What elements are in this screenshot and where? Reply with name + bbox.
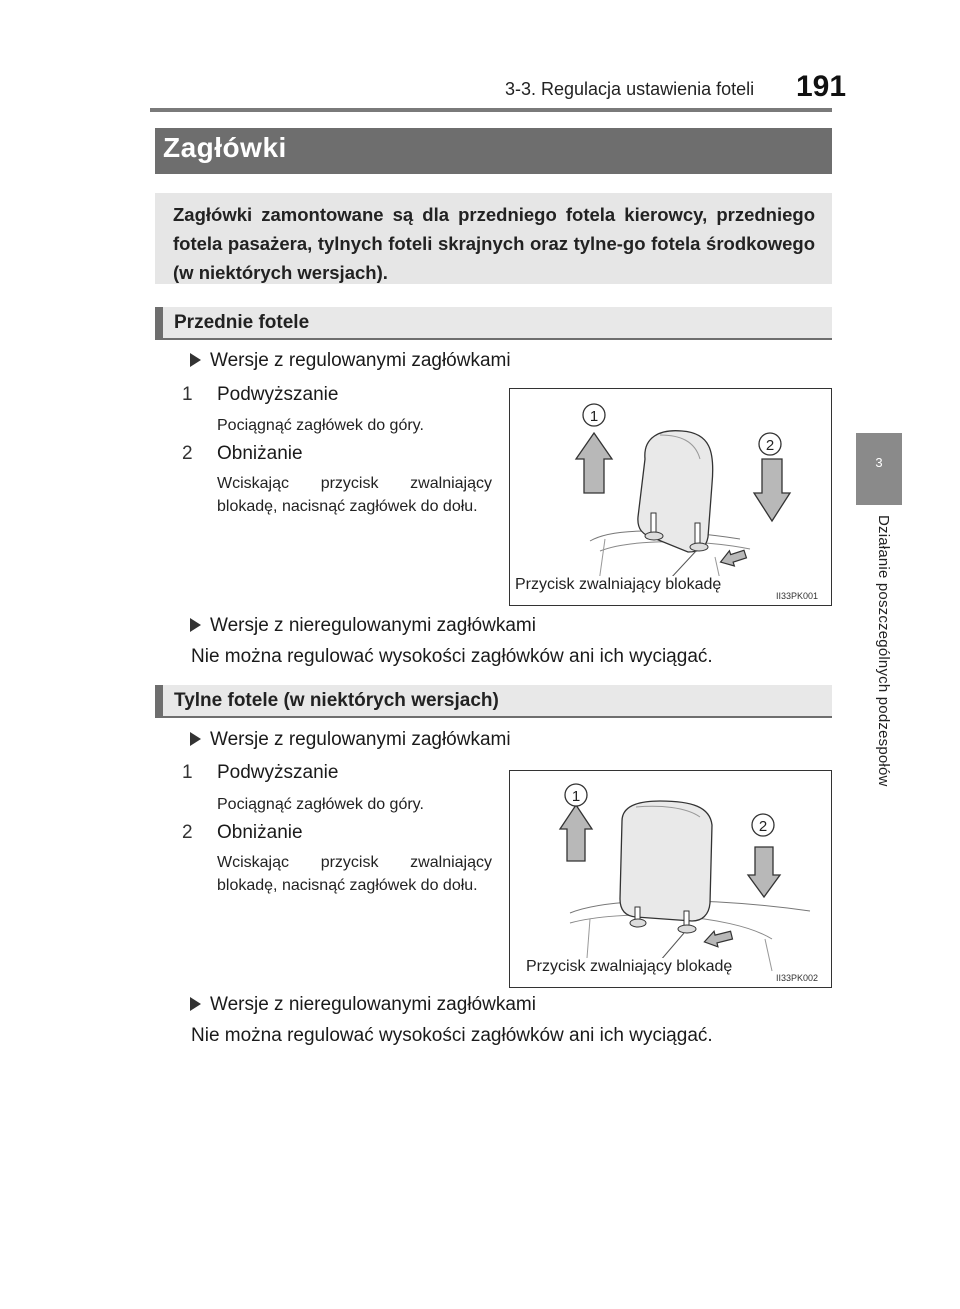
- figure-rear-headrest: [509, 770, 832, 988]
- section-header-rear: [155, 685, 832, 718]
- step-number: 2: [182, 443, 193, 464]
- header-rule: [150, 108, 832, 112]
- figure-front-headrest: [509, 388, 832, 606]
- triangle-bullet-icon: [190, 353, 201, 367]
- note-text: Nie można regulować wysokości zagłówków ani ich wyciągać.: [191, 1025, 713, 1046]
- note-text: Nie można regulować wysokości zagłówków ani ich wyciągać.: [191, 646, 713, 667]
- triangle-bullet-icon: [190, 732, 201, 746]
- step-number: 1: [182, 762, 193, 783]
- bullet-fixed-front: Wersje z nieregulowanymi zagłówkami: [190, 615, 536, 637]
- headrest-illustration: [510, 389, 831, 605]
- running-header-section: 3-3. Regulacja ustawienia foteli: [505, 79, 755, 99]
- intro-box: Zagłówki zamontowane są dla przedniego fotela kierowcy, przedniego fotela pasażera, tylnych foteli skrajnych oraz tylne-go fotela środkowego (w niektórych wersjach).: [155, 193, 832, 284]
- chapter-tab: [856, 433, 902, 505]
- figure-code: II33PK001: [776, 591, 819, 601]
- triangle-bullet-icon: [190, 618, 201, 632]
- section-header-front: [155, 307, 832, 340]
- bullet-adjustable-rear: Wersje z regulowanymi zagłówkami: [190, 729, 511, 751]
- chapter-title: Działanie poszczególnych podzespołów: [875, 515, 892, 787]
- page-number: 191: [796, 70, 847, 103]
- figure-caption: Przycisk zwalniający blokadę: [526, 958, 733, 975]
- step-title: Obniżanie: [217, 443, 303, 464]
- step-description: Wciskając przycisk zwalniający blokadę, nacisnąć zagłówek do dołu.: [217, 854, 492, 894]
- chapter-number: 3: [875, 455, 883, 470]
- step-number: 1: [182, 384, 193, 405]
- step-title: Podwyższanie: [217, 384, 339, 405]
- section-heading: Tylne fotele (w niektórych wersjach): [174, 690, 499, 711]
- bullet-fixed-rear: Wersje z nieregulowanymi zagłówkami: [190, 994, 536, 1016]
- step-description: Pociągnąć zagłówek do góry.: [217, 796, 424, 813]
- bullet-adjustable-front: Wersje z regulowanymi zagłówkami: [190, 350, 511, 372]
- step-title: Podwyższanie: [217, 762, 339, 783]
- step-description: Pociągnąć zagłówek do góry.: [217, 417, 424, 434]
- page-title-banner: [155, 128, 832, 174]
- figure-label-lower: 2: [765, 437, 775, 454]
- figure-caption: Przycisk zwalniający blokadę: [515, 576, 722, 593]
- figure-code: II33PK002: [776, 973, 819, 983]
- step-number: 2: [182, 822, 193, 843]
- figure-label-lower: 2: [758, 818, 768, 835]
- section-heading: Przednie fotele: [174, 312, 310, 333]
- headrest-illustration: [510, 771, 831, 987]
- triangle-bullet-icon: [190, 997, 201, 1011]
- page-title: Zagłówki: [163, 132, 287, 163]
- step-title: Obniżanie: [217, 822, 303, 843]
- figure-label-raise: 1: [571, 788, 581, 805]
- figure-label-raise: 1: [589, 408, 599, 425]
- step-description: Wciskając przycisk zwalniający blokadę, nacisnąć zagłówek do dołu.: [217, 475, 492, 515]
